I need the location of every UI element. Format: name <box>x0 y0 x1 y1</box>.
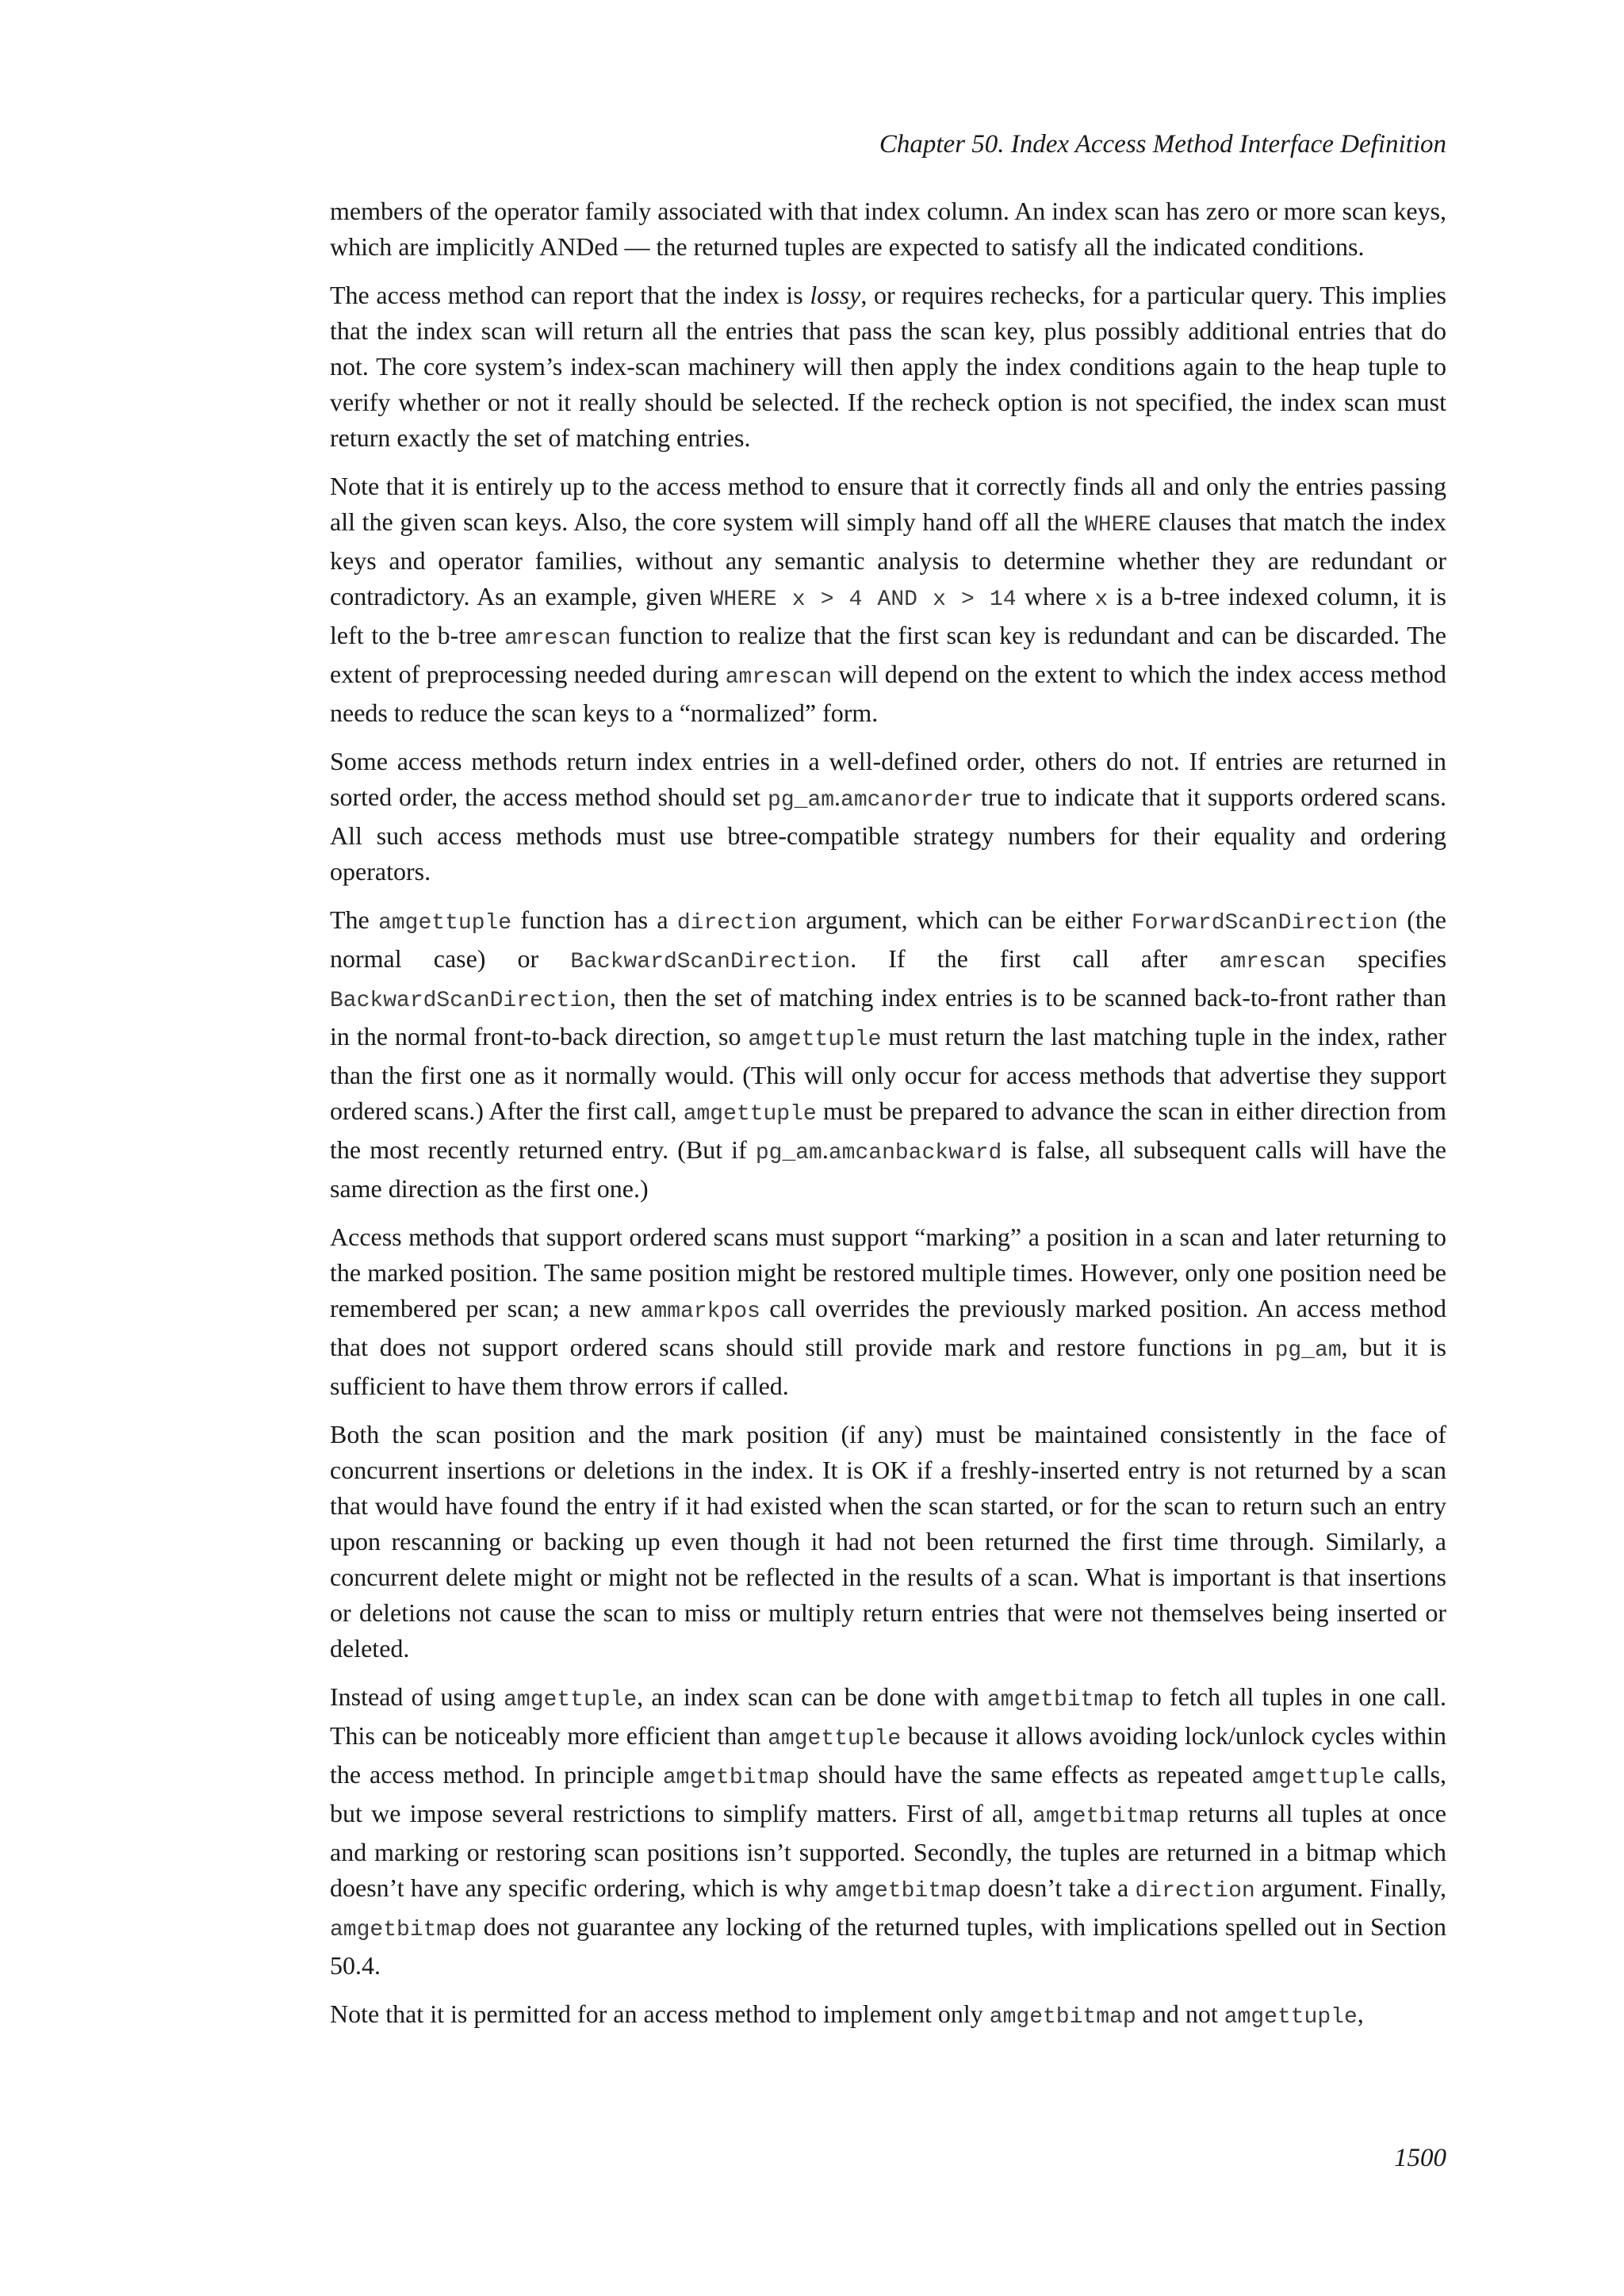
text-run: Both the scan position and the mark position (if any) must be maintained consistently in the face of concurrent insertions or deletions in the index. It is OK if a freshly-inserted entry is not returned by a scan that would have found the entry if it had existed when the scan started, or for the scan to return such an entry upon rescanning or backing up even though it had not been returned the first time through. Similarly, a concurrent delete might or might not be reflected in the results of a scan. What is important is that insertions or deletions not cause the scan to miss or multiply return entries that were not themselves being inserted or deleted. <box>330 1420 1446 1663</box>
text-run: clauses that match the index keys and operator families, without any semantic analysis to determine whether they are redundant or contradictory. As an example, given <box>330 507 1447 610</box>
emphasized-term: lossy <box>810 281 861 309</box>
inline-code: WHERE <box>1085 513 1152 538</box>
body-paragraph <box>330 744 1446 890</box>
text-run: to fetch all tuples in one call. This can be noticeably more efficient than <box>330 1682 1447 1750</box>
text-run: . <box>822 1135 829 1164</box>
text-run: members of the operator family associated with that index column. An index scan has zero or more scan keys, which are implicitly ANDed — the returned tuples are expected to satisfy all the indicated conditions. <box>330 197 1446 261</box>
inline-code: amgettuple <box>748 1027 882 1052</box>
inline-code: amgetbitmap <box>330 1918 477 1942</box>
inline-code: amrescan <box>504 626 611 651</box>
text-run: , an index scan can be done with <box>637 1682 987 1711</box>
text-run: call overrides the previously marked position. An access method that does not support ordered scans should still provide mark and restore functions in <box>330 1294 1447 1361</box>
text-run: returns all tuples at once and marking or restoring scan positions isn’t supported. Secondly, the tuples are returned in a bitmap which doesn’t have any specific ordering, which is why <box>330 1799 1447 1902</box>
inline-code: amgettuple <box>1251 1766 1385 1790</box>
inline-code: direction <box>1135 1879 1255 1904</box>
text-run: . If the first call after <box>850 944 1220 973</box>
inline-code: BackwardScanDirection <box>330 989 610 1013</box>
text-run: where <box>1016 582 1095 610</box>
text-run: , but it is sufficient to have them throw errors if called. <box>330 1333 1447 1400</box>
inline-code: amcanbackward <box>828 1141 1002 1165</box>
body-paragraph <box>330 469 1446 731</box>
text-run: is false, all subsequent calls will have the same direction as the first one.) <box>330 1135 1447 1203</box>
body-paragraph <box>330 1996 1446 2035</box>
text-run: , then the set of matching index entries is to be scanned back-to-front rather than in the normal front-to-back direction, so <box>330 983 1446 1050</box>
inline-code: pg_am <box>768 788 835 813</box>
inline-code: amgetbitmap <box>834 1879 982 1904</box>
inline-code: amgettuple <box>683 1102 817 1127</box>
inline-code: amgetbitmap <box>986 1688 1134 1712</box>
inline-code: amrescan <box>1219 950 1326 974</box>
inline-code: amgetbitmap <box>1032 1804 1180 1829</box>
page-body <box>330 193 1446 2048</box>
text-run: argument. Finally, <box>1254 1873 1447 1902</box>
inline-code: pg_am <box>1274 1338 1342 1363</box>
inline-code: direction <box>676 911 798 936</box>
text-run: doesn’t take a <box>981 1873 1136 1902</box>
body-paragraph <box>330 1219 1446 1404</box>
text-run: , or requires rechecks, for a particular query. This implies that the index scan will return all the entries that pass the scan key, plus possibly additional entries that do not. The core system’s index-scan machinery will then apply the index conditions again to the heap tuple to verify whether or not it really should be selected. If the recheck option is not specified, the index scan must return exactly the set of matching entries. <box>330 281 1447 452</box>
inline-code: amgettuple <box>378 911 512 936</box>
inline-code: amgetbitmap <box>662 1766 810 1790</box>
text-run: must return the last matching tuple in the index, rather than the first one as it normally would. (This will only occur for access methods that advertise they support ordered scans.) After the first call, <box>330 1022 1447 1125</box>
inline-code: amgettuple <box>768 1727 902 1751</box>
text-run: function has a <box>511 905 677 934</box>
page-number: 1500 <box>1394 2144 1446 2172</box>
body-paragraph <box>330 277 1446 456</box>
text-run: The <box>330 905 379 934</box>
text-run: will depend on the extent to which the index access method needs to reduce the scan keys to a “normalized” form. <box>330 660 1447 727</box>
text-run: . <box>834 783 841 811</box>
text-run: Access methods that support ordered scans must support “marking” a position in a scan and later returning to the marked position. The same position might be restored multiple times. However, only one position need be remembered per scan; a new <box>330 1223 1446 1322</box>
inline-code: BackwardScanDirection <box>570 950 851 974</box>
text-run: must be prepared to advance the scan in either direction from the most recently returned entry. (But if <box>330 1096 1447 1164</box>
running-header: Chapter 50. Index Access Method Interface Definition <box>879 130 1446 159</box>
text-run: Note that it is permitted for an access method to implement only <box>330 1999 990 2028</box>
inline-code: amgettuple <box>1224 2005 1358 2030</box>
body-paragraph <box>330 193 1446 265</box>
inline-code: amgettuple <box>504 1688 638 1712</box>
text-run: is a b-tree indexed column, it is left to the b-tree <box>330 582 1447 649</box>
text-run: , <box>1357 1999 1364 2028</box>
inline-code: WHERE x > 4 AND x > 14 <box>710 587 1017 612</box>
inline-code: amrescan <box>725 665 833 690</box>
text-run: and not <box>1136 1999 1224 2028</box>
text-run: because it allows avoiding lock/unlock cycles within the access method. In principle <box>330 1721 1447 1789</box>
text-run: calls, but we impose several restrictions to simplify matters. First of all, <box>330 1760 1447 1827</box>
text-run: Note that it is entirely up to the access method to ensure that it correctly finds all and only the entries passing all the given scan keys. Also, the core system will simply hand off all the <box>330 472 1446 536</box>
text-run: function to realize that the first scan key is redundant and can be discarded. The extent of preprocessing needed during <box>330 621 1447 688</box>
inline-code: x <box>1094 587 1109 612</box>
text-run: (the normal case) or <box>330 905 1446 973</box>
text-run: specifies <box>1325 944 1447 973</box>
body-paragraph <box>330 1417 1446 1667</box>
text-run: Some access methods return index entries in a well-defined order, others do not. If entries are returned in sorted order, the access method should set <box>330 747 1446 811</box>
text-run: does not guarantee any locking of the returned tuples, with implications spelled out in Section 50.4. <box>330 1912 1446 1980</box>
inline-code: ammarkpos <box>640 1299 760 1324</box>
text-run: Instead of using <box>330 1682 504 1711</box>
inline-code: ForwardScanDirection <box>1131 911 1398 936</box>
inline-code: amgetbitmap <box>989 2005 1136 2030</box>
text-run: The access method can report that the index is <box>330 281 810 309</box>
inline-code: amcanorder <box>841 788 975 813</box>
body-paragraph <box>330 902 1446 1207</box>
text-run: should have the same effects as repeated <box>809 1760 1252 1789</box>
inline-code: pg_am <box>755 1141 822 1165</box>
text-run: true to indicate that it supports ordered scans. All such access methods must use btree-compatible strategy numbers for their equality and ordering operators. <box>330 783 1446 886</box>
body-paragraph <box>330 1679 1446 1984</box>
text-run: argument, which can be either <box>797 905 1132 934</box>
